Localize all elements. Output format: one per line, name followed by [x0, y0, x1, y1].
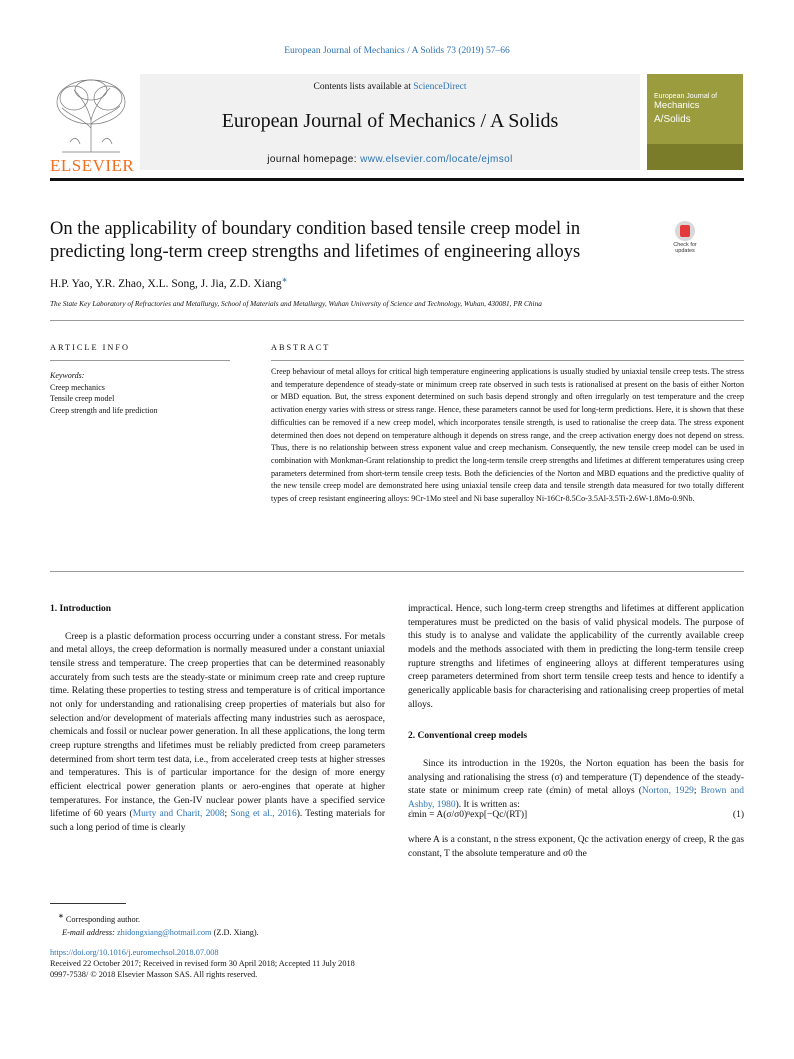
divider-bottom — [50, 571, 744, 572]
header-band — [140, 74, 640, 170]
homepage-prefix: journal homepage: — [267, 154, 361, 165]
check-updates-icon — [675, 221, 695, 241]
keywords-block — [50, 370, 158, 416]
keyword-item: Creep strength and life prediction — [50, 405, 158, 415]
affiliation: The State Key Laboratory of Refractories and Metallurgy, School of Materials and Metallurgy, Wuhan University of Science and Technology, Wuhan, 430081, PR China — [50, 299, 542, 308]
section-2-paragraph — [408, 758, 744, 813]
journal-header — [50, 74, 744, 178]
abstract-heading: ABSTRACT — [271, 343, 331, 352]
elsevier-logo[interactable] — [50, 78, 135, 175]
divider-top — [50, 320, 744, 321]
ref-link-norton[interactable]: Norton, 1929 — [641, 786, 694, 797]
equation-text: ε̇min = A(σ/σ0)ⁿexp[−Qc/(RT)] — [408, 810, 528, 820]
author-list — [50, 276, 288, 290]
left-column — [50, 603, 385, 836]
ref-link-song[interactable]: Song et al., 2016 — [230, 809, 297, 820]
para-text: ). It is written as: — [455, 799, 520, 810]
sciencedirect-link[interactable]: ScienceDirect — [413, 82, 467, 92]
keyword-item: Creep mechanics — [50, 382, 105, 392]
received-dates: Received 22 October 2017; Received in revised form 30 April 2018; Accepted 11 July 2018 — [50, 959, 355, 969]
elsevier-wordmark: ELSEVIER — [50, 156, 135, 175]
header-rule — [50, 178, 744, 181]
para-text: ; — [693, 786, 701, 797]
section-2-heading: 2. Conventional creep models — [408, 731, 528, 742]
article-info-rule — [50, 360, 230, 361]
right-column — [408, 603, 744, 813]
journal-title: European Journal of Mechanics / A Solids — [221, 110, 559, 132]
para-text: Creep is a plastic deformation process occurring under a constant stress. For metals and metal alloys, the creep deformation is normally measured under a constant uniaxial tensile stress and temperature. The creep properties that can be determined reasonably accurately from such tests are the steady-state or minimum creep rate and creep rupture time. Relating these properties to testing stress and temperature is of critical importance not only for understanding and rationalising creep properties of materials but also for selection and/or development of materials affecting many industries such as aerospace, chemicals and fossil or nuclear power generation. In all these applications, the long term creep rupture strengths and lifetimes must be reliably predicted from creep parameters determined from short term test data, i.e., from accelerated creep tests at higher stresses and temperatures. This is of particular importance for the design of more energy efficient electrical power generation plants or aero-engines that operate at higher temperatures. For instance, the Gen-IV nuclear power plants have a specified service lifetime of 60 years ( — [50, 631, 385, 820]
keywords-heading: Keywords: — [50, 371, 85, 380]
email-link[interactable]: zhidongxiang@hotmail.com — [117, 927, 212, 937]
check-updates-label: Check for updates — [673, 242, 697, 254]
footnote-text: Corresponding author. — [63, 914, 141, 924]
article-info-heading: ARTICLE INFO — [50, 343, 130, 352]
keyword-item: Tensile creep model — [50, 394, 115, 404]
ref-link-murty[interactable]: Murty and Charit, 2008 — [132, 809, 225, 820]
abstract-rule — [271, 360, 744, 361]
email-label: E-mail address: — [62, 927, 117, 937]
contents-prefix: Contents lists available at — [313, 82, 414, 92]
para-text: ). Testing materials for such a long period of time is clearly — [50, 809, 386, 833]
abstract-text: Creep behaviour of metal alloys for critical high temperature engineering applications is usually studied by uniaxial tensile creep tests. The stress and temperature dependence of steady-state or minimum creep rate observed in such tests is rationalised at present on the basis of either Norton or MBD equation. But, the stress exponent determined on such basis depend strongly and often irregularly on test temperature and the creep activation energy varies with stress or stress range. Hence, these parameters cannot be used for long-term predictions. Here, it is shown that these difficulties can be removed if a new creep model, which incorporates tensile strength, is used to rationalise the creep data. The stress exponent determined then does not depend on temperature although it depends on stress range, and the creep activation energy does not depend on stress. Thus, there is no relationship between stress exponent value and creep mechanism. Consequently, the new tensile creep model can be used in combination with Monkman-Grant relationship to predict the long-term tensile creep strengths and lifetimes at different temperatures using creep parameters determined from short-term tensile creep tests. Both the deficiencies of the Norton and MBD equations and the predictive quality of the new tensile creep model are demonstrated here using uniaxial tensile creep data and tensile strength data measured for two totally different types of creep resistant engineering alloys: 9Cr-1Mo steel and Ni base superalloy Ni-16Cr-8.5Co-3.5Al-3.5Ti-2.6W-1.8Mo-0.9Nb. — [271, 367, 744, 504]
article-title: On the applicability of boundary condition based tensile creep model in predicting long-term creep strengths and lifetimes of engineering alloys — [50, 219, 581, 262]
cover-line3: A/Solids — [654, 114, 691, 125]
section-1-heading: 1. Introduction — [50, 604, 112, 614]
para-text: Since its introduction in the 1920s, the Norton equation has been the basis for analysing and rationalising the stress (σ) and temperature (T) dependence of the steady-state state or minimum creep rate (ε̇min) of metal alloys ( — [408, 758, 744, 797]
footnote-mark: ∗ — [58, 913, 64, 920]
footnote-rule — [50, 903, 126, 904]
corresponding-note — [50, 910, 259, 926]
email-note — [50, 926, 259, 939]
section-1-continuation: impractical. Hence, such long-term creep strengths and lifetimes at different application temperatures must be predicted on the basis of valid physical models. The purpose of this study is to analyse and validate the applicability of the currently available creep models and the methods associated with them in predicting the long-term tensile creep rupture strengths and lifetimes of engineering alloys at different temperatures using creep parameters determined from short term tensile creep tests and hence to identify a generically applicable basis for characterising and rationalising creep properties of metal alloys. — [408, 604, 744, 710]
cover-bottom-band — [647, 144, 743, 170]
equation-1 — [408, 810, 744, 820]
contents-line — [140, 82, 640, 92]
email-suffix: (Z.D. Xiang). — [211, 927, 259, 937]
journal-cover[interactable] — [647, 74, 743, 170]
authors-text: H.P. Yao, Y.R. Zhao, X.L. Song, J. Jia, Z.D. Xiang — [50, 277, 282, 290]
para-text: ; — [224, 809, 231, 820]
citation-line[interactable]: European Journal of Mechanics / A Solids 73 (2019) 57–66 — [284, 46, 510, 56]
cover-line1: European Journal of — [654, 93, 718, 100]
section-2-continuation: where A is a constant, n the stress exponent, Qc the activation energy of creep, R the gas constant, T the absolute temperature and σ0 the — [408, 835, 744, 859]
right-column-tail — [408, 834, 744, 861]
copyright-line: 0997-7538/ © 2018 Elsevier Masson SAS. All rights reserved. — [50, 970, 258, 980]
equation-number: (1) — [732, 810, 744, 820]
homepage-link[interactable]: www.elsevier.com/locate/ejmsol — [360, 154, 513, 165]
cover-line2: Mechanics — [654, 100, 700, 111]
section-1-paragraph — [50, 631, 385, 836]
elsevier-tree-icon — [52, 78, 130, 154]
ref-link-brown-ashby[interactable]: Brown and Ashby, 1980 — [408, 786, 744, 810]
homepage-line — [140, 154, 640, 165]
corresponding-author-mark[interactable]: ∗ — [281, 276, 288, 284]
check-updates-badge[interactable] — [665, 221, 705, 261]
doi-link[interactable]: https://doi.org/10.1016/j.euromechsol.2018.07.008 — [50, 948, 219, 957]
publication-info — [50, 947, 355, 981]
footnote — [50, 910, 259, 939]
